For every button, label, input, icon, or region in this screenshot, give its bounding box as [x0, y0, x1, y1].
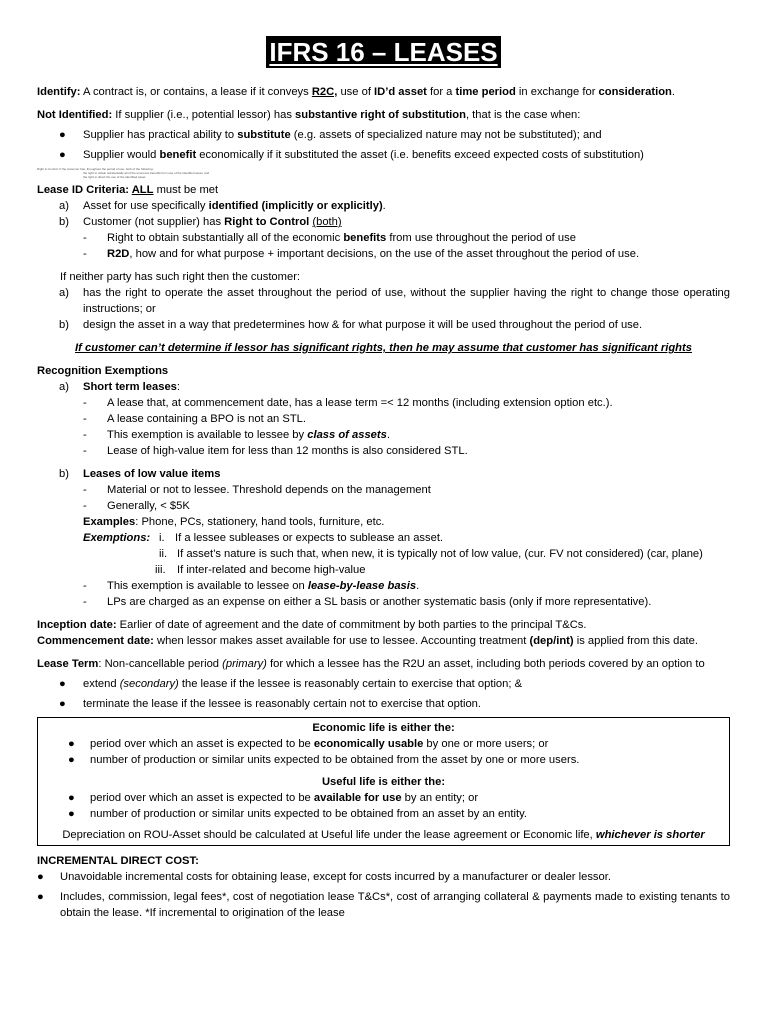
identify-text: for a — [426, 86, 456, 98]
list-marker: a) — [59, 287, 69, 299]
lease-term-paragraph — [37, 656, 730, 672]
list-text: number of production or similar units expected to be obtained from the asset by one or more users. — [90, 754, 580, 766]
list-text: by one or more users; or — [423, 738, 549, 750]
list-text: has the right to operate the asset throughout the period of use, without the supplier having the right to change those operating instructions; or — [83, 287, 730, 315]
dash-icon: - — [83, 413, 87, 425]
inception-text: Earlier of date of agreement and the date of commitment by both parties to the principal T&Cs. — [116, 619, 587, 631]
list-text: A lease containing a BPO is not an STL. — [107, 413, 307, 425]
bullet-icon: ● — [59, 149, 66, 161]
list-text: terminate the lease if the lessee is reasonably certain not to exercise that option. — [83, 698, 482, 710]
list-text: by an entity; or — [401, 792, 479, 804]
list-text: . — [386, 429, 390, 441]
identify-text: . — [671, 86, 675, 98]
not-identified-label: Not Identified: — [37, 109, 113, 121]
list-emphasis: economically usable — [313, 738, 424, 750]
dash-item — [37, 498, 730, 514]
idasset-term: ID’d asset — [374, 86, 427, 98]
commencement-label: Commencement date: — [37, 635, 154, 647]
list-text: This exemption is available to lessee on — [107, 580, 308, 592]
criteria-item-a — [37, 198, 730, 214]
life-definition-box — [37, 717, 730, 846]
inception-date-line — [37, 617, 730, 633]
list-text: Lease of high-value item for less than 12 months is also considered STL. — [107, 445, 468, 457]
bullet-icon: ● — [68, 792, 75, 804]
dash-icon: - — [83, 484, 87, 496]
dash-item — [37, 411, 730, 427]
list-emphasis: Short term leases — [83, 381, 177, 393]
list-text: Includes, commission, legal fees*, cost of negotiation lease T&Cs*, cost of arranging collateral & payments made to existing tenants to obtain the lease. *If incremental to origination of the lease — [60, 891, 730, 919]
dash-icon: - — [83, 429, 87, 441]
list-marker: b) — [59, 468, 69, 480]
criteria-text: must be met — [153, 184, 219, 196]
dash-icon: - — [83, 445, 87, 457]
dash-icon: - — [83, 596, 87, 608]
list-emphasis: lease-by-lease basis — [307, 580, 417, 592]
r2c-term: R2C, — [311, 86, 338, 98]
list-text: . — [416, 580, 420, 592]
commencement-emphasis: (dep/int) — [529, 635, 574, 647]
roman-item — [37, 546, 730, 562]
criteria-all: ALL — [131, 184, 154, 196]
commencement-date-line — [37, 633, 730, 649]
inception-label: Inception date: — [37, 619, 117, 631]
roman-marker: ii. — [159, 548, 168, 560]
list-emphasis: Leases of low value items — [83, 468, 221, 480]
list-text: the lease if the lessee is reasonably certain to exercise that option; & — [178, 678, 523, 690]
not-identified-text: If supplier (i.e., potential lessor) has — [112, 109, 296, 121]
dash-item — [37, 443, 730, 459]
lease-term-text: : Non-cancellable period — [98, 658, 223, 670]
list-text: economically if it substituted the asset (i.e. benefits exceed expected costs of substitution) — [196, 149, 644, 161]
tiny-note-line: the right to direct the use of the identified asset. — [83, 175, 147, 179]
lease-term-italic: (primary) — [222, 658, 267, 670]
title-block — [37, 36, 730, 68]
lease-term-text: for which a lessee has the R2U an asset, including both periods covered by an option to — [266, 658, 705, 670]
dash-item — [37, 482, 730, 498]
short-term-item — [37, 379, 730, 395]
dash-icon: - — [83, 500, 87, 512]
list-item — [37, 869, 730, 885]
consideration-term: consideration — [598, 86, 672, 98]
neither-item-a — [37, 285, 730, 317]
identify-paragraph — [37, 84, 730, 100]
list-italic: (secondary) — [119, 678, 179, 690]
criteria-label: Lease ID Criteria: — [37, 184, 132, 196]
list-emphasis: Right to Control — [224, 216, 310, 228]
dash-item — [37, 395, 730, 411]
examples-text: : Phone, PCs, stationery, hand tools, furniture, etc. — [135, 516, 385, 528]
dash-icon: - — [83, 397, 87, 409]
recognition-label: Recognition Exemptions — [37, 365, 169, 377]
tiny-note — [37, 167, 730, 179]
identify-text: A contract is, or contains, a lease if it conveys — [80, 86, 312, 98]
list-emphasis: substitute — [237, 129, 291, 141]
lease-term-label: Lease Term — [37, 658, 99, 670]
neither-party-text: If neither party has such right then the customer: — [60, 271, 301, 283]
list-text: Right to obtain substantially all of the economic — [107, 232, 344, 244]
list-text: Customer (not supplier) has — [83, 216, 225, 228]
list-text: Generally, < $5K — [107, 500, 190, 512]
low-value-item — [37, 466, 730, 482]
list-text: Material or not to lessee. Threshold depends on the management — [107, 484, 431, 496]
identify-text: use of — [337, 86, 375, 98]
list-text: This exemption is available to lessee by — [107, 429, 308, 441]
roman-text: If asset’s nature is such that, when new, it is typically not of low value, (cur. FV not considered) (car, plane) — [177, 548, 703, 560]
list-text: : — [176, 381, 181, 393]
roman-marker: iii. — [155, 564, 166, 576]
list-marker: b) — [59, 216, 69, 228]
list-item — [46, 736, 721, 752]
list-emphasis: R2D — [107, 248, 130, 260]
significant-rights-note — [37, 340, 730, 356]
list-text: from use throughout the period of use — [386, 232, 576, 244]
idc-title: INCREMENTAL DIRECT COST: — [37, 855, 199, 867]
list-marker: b) — [59, 319, 69, 331]
identify-text: in exchange for — [515, 86, 599, 98]
dash-icon: - — [83, 248, 87, 260]
not-identified-paragraph — [37, 107, 730, 123]
list-emphasis: benefits — [343, 232, 387, 244]
bullet-icon: ● — [59, 678, 66, 690]
depreciation-note — [46, 827, 721, 843]
list-text: Supplier would — [83, 149, 160, 161]
list-text: . — [382, 200, 386, 212]
roman-text: If a lessee subleases or expects to sublease an asset. — [175, 532, 444, 544]
neither-item-b — [37, 317, 730, 333]
bullet-icon: ● — [59, 698, 66, 710]
list-item — [46, 752, 721, 768]
dash-icon: - — [83, 232, 87, 244]
list-text: , how and for what purpose + important decisions, on the use of the asset throughout the period of use. — [129, 248, 640, 260]
list-item — [46, 806, 721, 822]
list-item — [46, 790, 721, 806]
tiny-note-line: the right to obtain substantially all of the economic benefits from use of the identified asset; and — [83, 171, 210, 175]
list-emphasis: benefit — [159, 149, 197, 161]
list-text: period over which an asset is expected to be — [90, 738, 314, 750]
list-text: Unavoidable incremental costs for obtaining lease, except for costs incurred by a manufacturer or dealer lessor. — [60, 871, 611, 883]
bullet-icon: ● — [68, 754, 75, 766]
list-text: extend — [83, 678, 120, 690]
commencement-text: is applied from this date. — [573, 635, 698, 647]
identify-label: Identify: — [37, 86, 81, 98]
list-emphasis: available for use — [313, 792, 402, 804]
list-text: period over which an asset is expected to be — [90, 792, 314, 804]
dash-item — [37, 594, 730, 610]
dash-item — [37, 578, 730, 594]
list-marker: a) — [59, 200, 69, 212]
bullet-icon: ● — [68, 808, 75, 820]
substitution-term: substantive right of substitution — [295, 109, 466, 121]
exemptions-label: Exemptions: — [83, 532, 151, 544]
examples-line — [37, 514, 730, 530]
roman-marker: i. — [159, 532, 165, 544]
list-item — [37, 696, 730, 712]
roman-item — [37, 562, 730, 578]
dash-item — [37, 246, 730, 262]
depreciation-text: Depreciation on ROU-Asset should be calculated at Useful life under the lease agreement or Economic life, — [62, 829, 596, 841]
dash-item — [37, 427, 730, 443]
list-text: design the asset in a way that predetermines how & for what purpose it will be used throughout the period of use. — [83, 319, 643, 331]
list-item — [37, 676, 730, 692]
criteria-heading — [37, 182, 730, 198]
list-text: Asset for use specifically — [83, 200, 209, 212]
commencement-text: when lessor makes asset available for use to lessee. Accounting treatment — [153, 635, 530, 647]
criteria-item-b — [37, 214, 730, 230]
examples-label: Examples — [83, 516, 136, 528]
list-text: LPs are charged as an expense on either a SL basis or another systematic basis (only if more representative). — [107, 596, 652, 608]
list-emphasis: class of assets — [307, 429, 387, 441]
useful-life-title: Useful life is either the: — [321, 776, 446, 788]
dash-icon: - — [83, 580, 87, 592]
document-page — [37, 36, 730, 921]
bullet-icon: ● — [37, 871, 44, 883]
economic-life-title: Economic life is either the: — [312, 722, 455, 734]
list-underline: (both) — [312, 216, 342, 228]
list-item — [37, 147, 730, 163]
list-text: (e.g. assets of specialized nature may not be substituted); and — [290, 129, 602, 141]
list-marker: a) — [59, 381, 69, 393]
list-text: number of production or similar units expected to be obtained from an asset by an entity. — [90, 808, 527, 820]
page-title: IFRS 16 – LEASES — [266, 36, 500, 68]
note-text: If customer can’t determine if lessor has significant rights, then he may assume that customer has significant rights — [75, 342, 692, 354]
bullet-icon: ● — [37, 891, 44, 903]
roman-text: If inter-related and become high-value — [177, 564, 366, 576]
exemptions-line — [37, 530, 730, 546]
not-identified-text: , that is the case when: — [465, 109, 581, 121]
recognition-heading — [37, 363, 730, 379]
bullet-icon: ● — [59, 129, 66, 141]
time-period-term: time period — [455, 86, 516, 98]
dash-item — [37, 230, 730, 246]
list-text: Supplier has practical ability to — [83, 129, 238, 141]
idc-heading — [37, 853, 730, 869]
tiny-note-line: Right to Control: If the customer has, throughout the period of use, both of the following: — [37, 167, 154, 171]
list-text: A lease that, at commencement date, has a lease term =< 12 months (including extension option etc.). — [107, 397, 613, 409]
list-emphasis: identified (implicitly or explicitly) — [208, 200, 383, 212]
list-item — [37, 127, 730, 143]
depreciation-emphasis: whichever is shorter — [595, 829, 705, 841]
list-item — [37, 889, 730, 921]
bullet-icon: ● — [68, 738, 75, 750]
